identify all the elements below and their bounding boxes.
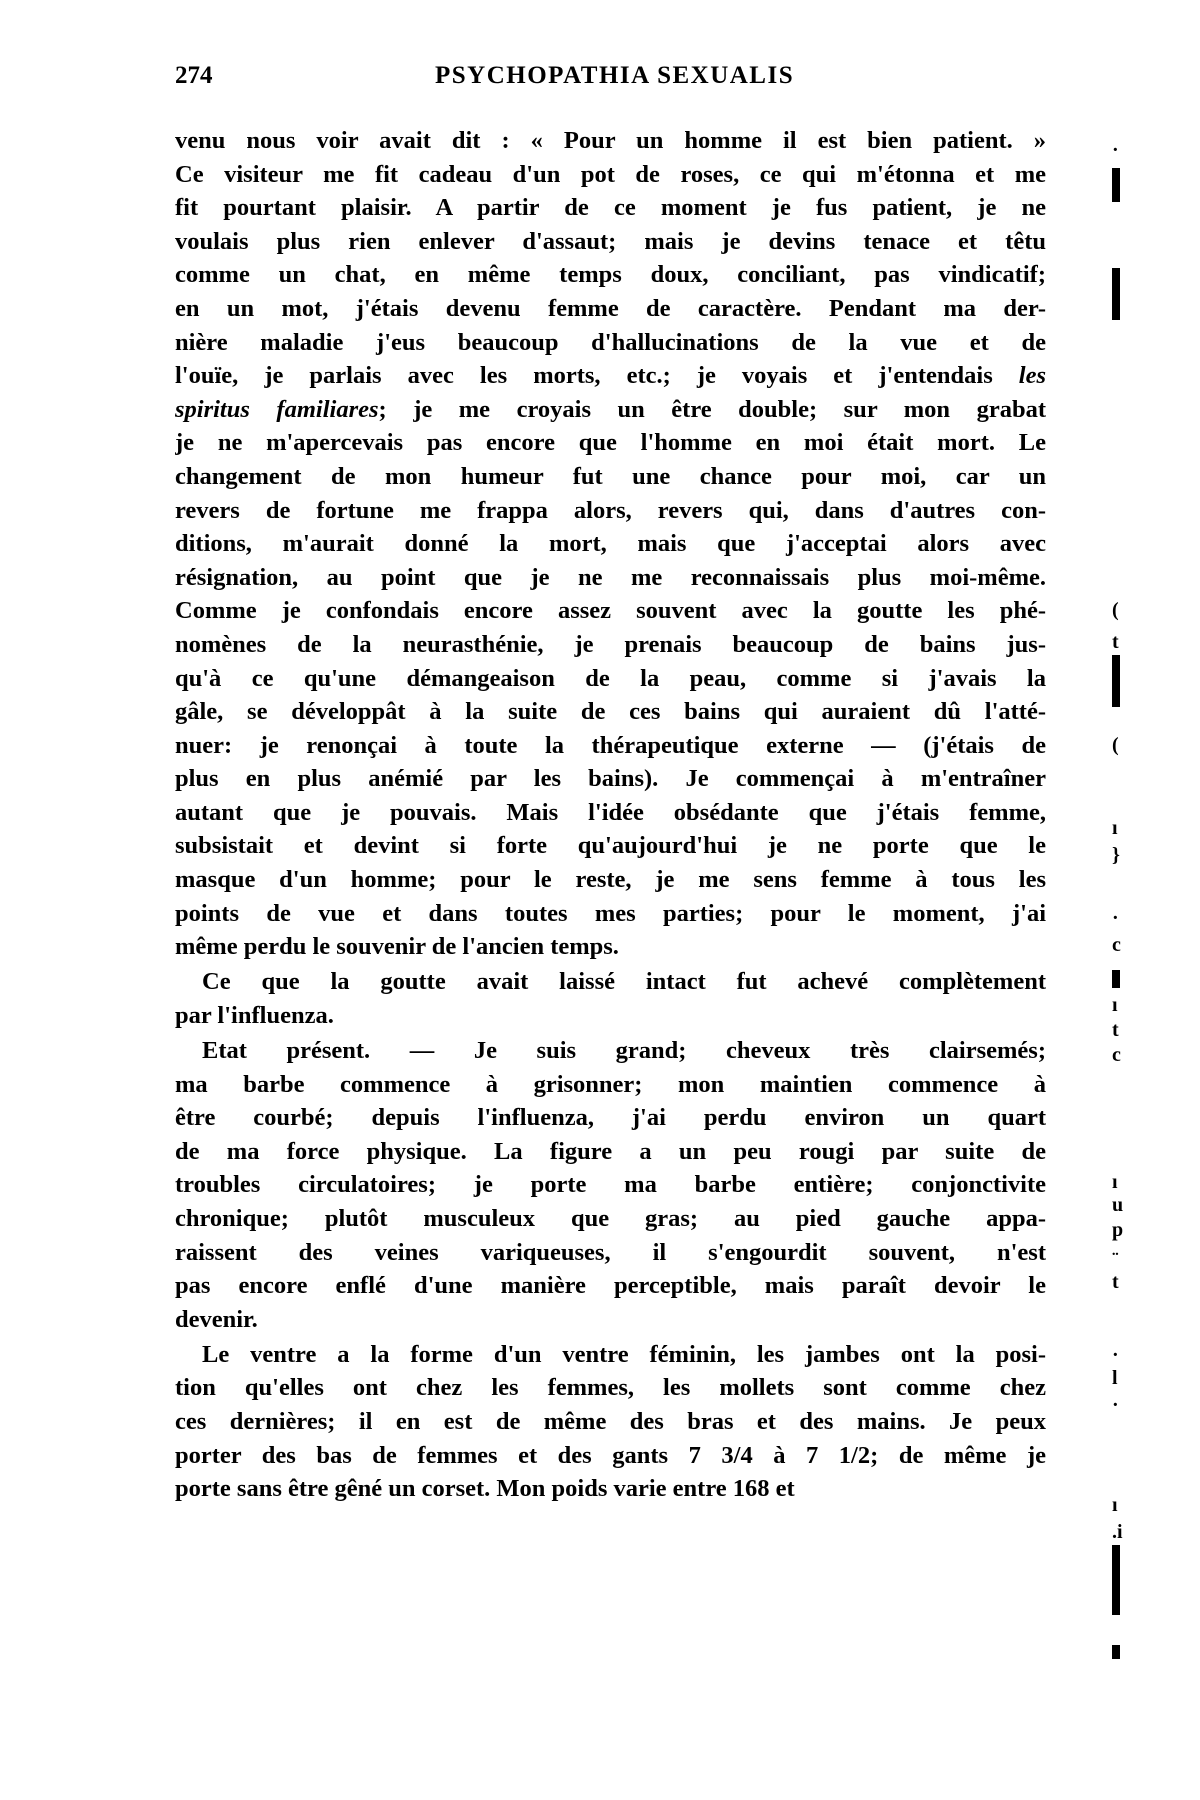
text-line: l'ouïe, je parlais avec les morts, etc.; je voyais et j'entendais les [175, 362, 1046, 390]
text-line: changement de mon humeur fut une chance pour moi, car un [175, 462, 1046, 490]
text-line: résignation, au point que je ne me reconnaissais plus moi-même. [175, 563, 1046, 591]
margin-glyph-mark: ( [1112, 599, 1119, 621]
margin-glyph-mark: t [1112, 1271, 1119, 1293]
text-line: Comme je confondais encore assez souvent avec la goutte les phé- [175, 597, 1046, 625]
text-line: en un mot, j'étais devenu femme de caractère. Pendant ma der- [175, 294, 1046, 322]
paragraph [175, 1034, 1046, 1336]
body-text [175, 124, 1046, 1507]
margin-bar-mark [1112, 1645, 1120, 1659]
text-line: plus en plus anémié par les bains). Je commençai à m'entraîner [175, 765, 1046, 793]
text-line: Etat présent. — Je suis grand; cheveux très clairsemés; [202, 1037, 1046, 1065]
text-line: nomènes de la neurasthénie, je prenais beaucoup de bains jus- [175, 630, 1046, 658]
text-line: spiritus familiares; je me croyais un être double; sur mon grabat [175, 395, 1046, 423]
text-line: tion qu'elles ont chez les femmes, les mollets sont comme chez [175, 1374, 1046, 1402]
margin-glyph-mark: c [1112, 934, 1121, 956]
margin-glyph-mark: l [1112, 1367, 1118, 1389]
text-line: chronique; plutôt musculeux que gras; au pied gauche appa- [175, 1205, 1046, 1232]
text-line: qu'à ce qu'une démangeaison de la peau, comme si j'avais la [175, 664, 1046, 692]
text-line: nière maladie j'eus beaucoup d'hallucinations de la vue et de [175, 328, 1046, 356]
running-title: PSYCHOPATHIA SEXUALIS [435, 62, 795, 89]
text-line: subsistait et devint si forte qu'aujourd'hui je ne porte que le [175, 832, 1046, 860]
margin-glyph-mark: ı [1112, 1171, 1118, 1193]
margin-glyph-mark: t [1112, 631, 1119, 653]
margin-glyph-mark: · [1112, 1344, 1119, 1366]
text-line: nuer: je renonçai à toute la thérapeutique externe — (j'étais de [175, 731, 1046, 759]
margin-glyph-mark: ¨ [1112, 1249, 1119, 1271]
text-line: raissent des veines variqueuses, il s'engourdit souvent, n'est [175, 1238, 1046, 1266]
text-line: points de vue et dans toutes mes parties; pour le moment, j'ai [175, 899, 1046, 927]
margin-bar-mark [1112, 168, 1120, 202]
margin-glyph-mark: ı [1112, 817, 1118, 839]
margin-glyph-mark: ı [1112, 1494, 1118, 1516]
text-line: comme un chat, en même temps doux, conciliant, pas vindicatif; [175, 261, 1046, 289]
text-line: Ce que la goutte avait laissé intact fut achevé complètement [202, 968, 1046, 996]
text-line: pas encore enflé d'une manière perceptible, mais paraît devoir le [175, 1272, 1046, 1300]
text-line: porte sans être gêné un corset. Mon poids varie entre 168 et [175, 1475, 795, 1503]
text-line: être courbé; depuis l'influenza, j'ai perdu environ un quart [175, 1104, 1046, 1132]
margin-glyph-mark: · [1112, 1394, 1119, 1416]
margin-glyph-mark: u [1112, 1194, 1124, 1216]
italic-text: les [1018, 362, 1046, 390]
text-line: venu nous voir avait dit : « Pour un homme il est bien patient. » [175, 127, 1046, 154]
italic-text: spiritus familiares [175, 395, 379, 423]
text-line: ma barbe commence à grisonner; mon maintien commence à [175, 1070, 1046, 1098]
text-line: porter des bas de femmes et des gants 7 3/4 à 7 1/2; de même je [175, 1441, 1046, 1469]
margin-glyph-mark: · [1112, 139, 1119, 161]
paragraph [175, 1338, 1046, 1506]
margin-bar-mark [1112, 970, 1120, 988]
margin-glyph-mark: ( [1112, 734, 1119, 756]
text-line: ces dernières; il en est de même des bras et des mains. Je peux [175, 1408, 1046, 1436]
margin-glyph-mark: c [1112, 1044, 1121, 1066]
paragraph [175, 965, 1046, 1032]
text-line: gâle, se développât à la suite de ces bains qui auraient dû l'atté- [175, 698, 1046, 726]
text-line: autant que je pouvais. Mais l'idée obsédante que j'étais femme, [175, 798, 1046, 826]
running-head [175, 62, 1046, 98]
text-line: fit pourtant plaisir. A partir de ce moment je fus patient, je ne [175, 194, 1046, 222]
text-line: masque d'un homme; pour le reste, je me sens femme à tous les [175, 866, 1046, 894]
margin-glyph-mark: · [1112, 907, 1119, 929]
text-line: je ne m'apercevais pas encore que l'homme en moi était mort. Le [175, 429, 1046, 457]
margin-scan-artifacts [1112, 0, 1132, 1800]
margin-glyph-mark: ı [1112, 994, 1118, 1016]
text-line: ditions, m'aurait donné la mort, mais que j'acceptai alors avec [175, 530, 1046, 558]
text-line: revers de fortune me frappa alors, revers qui, dans d'autres con- [175, 496, 1046, 524]
text-line: Le ventre a la forme d'un ventre féminin, les jambes ont la posi- [202, 1340, 1046, 1368]
text-line: troubles circulatoires; je porte ma barbe entière; conjonctivite [175, 1171, 1046, 1199]
text-line: devenir. [175, 1305, 258, 1333]
margin-glyph-mark: } [1112, 844, 1120, 866]
page-number: 274 [175, 62, 213, 89]
margin-bar-mark [1112, 1545, 1120, 1615]
text-line: Ce visiteur me fit cadeau d'un pot de roses, ce qui m'étonna et me [175, 160, 1046, 188]
margin-glyph-mark: t [1112, 1019, 1119, 1041]
text-line: de ma force physique. La figure a un peu rougi par suite de [175, 1137, 1046, 1165]
text-line: même perdu le souvenir de l'ancien temps. [175, 933, 619, 961]
text-line: voulais plus rien enlever d'assaut; mais je devins tenace et têtu [175, 227, 1046, 255]
text-line: par l'influenza. [175, 1001, 334, 1029]
paragraph [175, 124, 1046, 964]
margin-bar-mark [1112, 268, 1120, 320]
margin-glyph-mark: .i [1112, 1521, 1123, 1543]
margin-glyph-mark: p [1112, 1219, 1124, 1241]
margin-bar-mark [1112, 655, 1120, 707]
